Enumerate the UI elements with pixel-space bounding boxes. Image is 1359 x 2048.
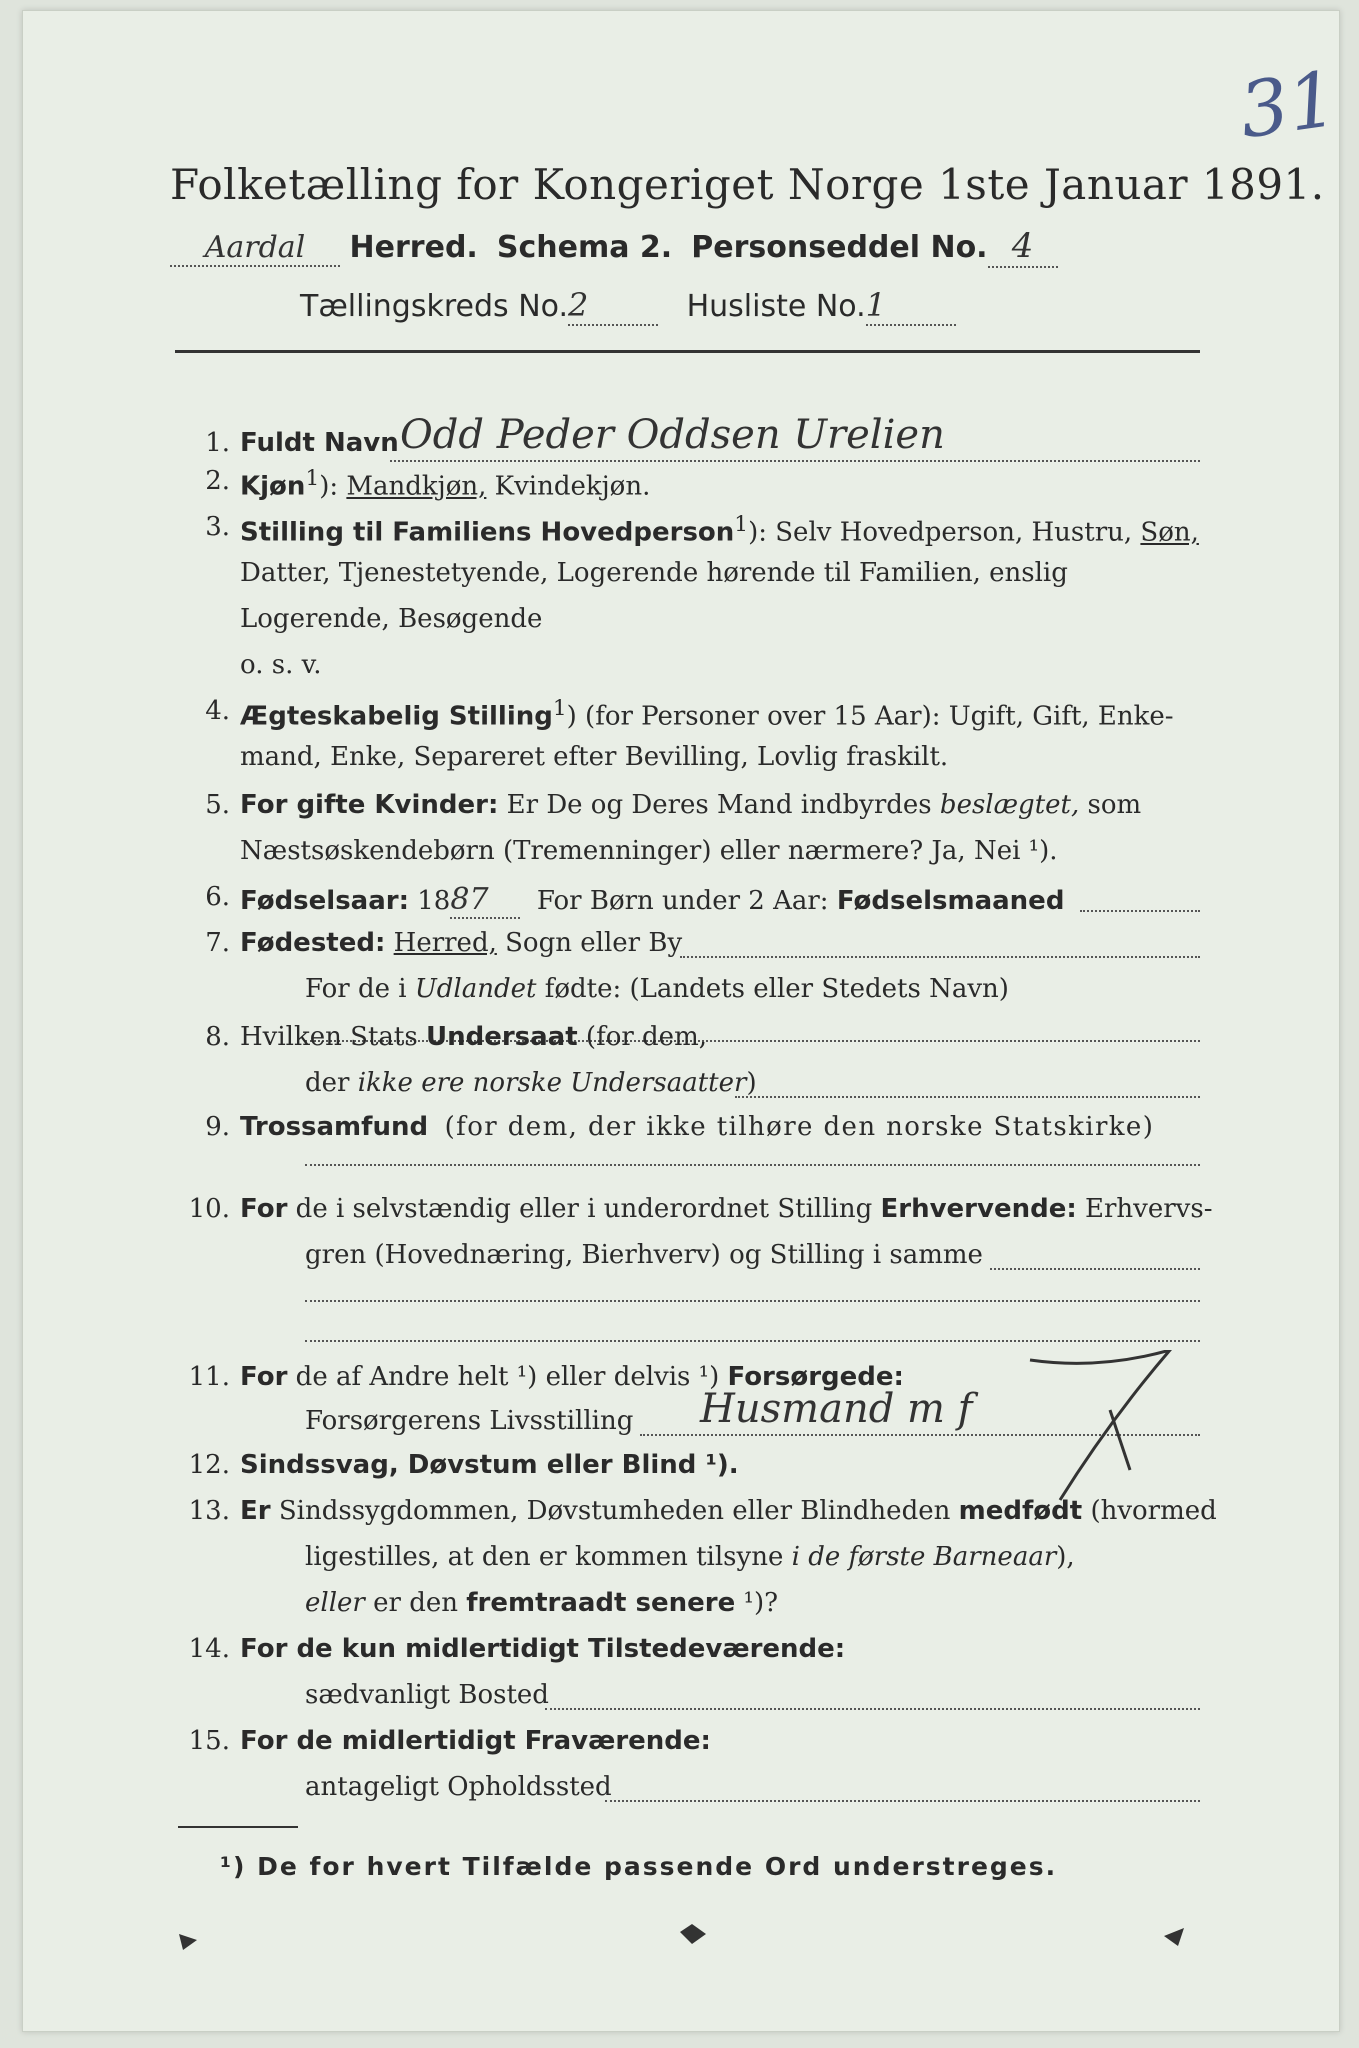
footnote-rule — [178, 1826, 298, 1828]
q1-label: Fuldt Navn — [240, 428, 399, 458]
kreds-label: Tællingskreds No. — [300, 289, 568, 324]
q10-line1-end: Erhvervs- — [1085, 1194, 1213, 1224]
q10-answer-line-1 — [305, 1300, 1200, 1302]
q9-line — [240, 1112, 1154, 1142]
q3-option-son: Søn, — [1140, 517, 1199, 548]
kreds-value: 2 — [568, 286, 658, 326]
q13-line2b: ), — [1056, 1542, 1075, 1572]
q9-rest: (for dem, der ikke tilhøre den norske Statskirke) — [444, 1112, 1155, 1142]
q1-number: 1. — [205, 428, 230, 458]
q11-line2: Forsørgerens Livsstilling — [305, 1406, 634, 1436]
q13-line3-italic: eller — [305, 1588, 365, 1618]
q15-label: For de midlertidigt Fraværende: — [240, 1726, 711, 1756]
q11-label-b: Forsørgede: — [727, 1362, 904, 1392]
q13-line3-mid: er den — [373, 1588, 458, 1618]
q9-answer-line — [305, 1164, 1200, 1166]
q7-label: Fødested: — [240, 928, 386, 958]
q2-sep: ): — [319, 471, 339, 502]
q9-number: 9. — [205, 1112, 230, 1142]
herred-value: Aardal — [170, 230, 340, 267]
q5-line1-italic: beslægtet, — [939, 790, 1080, 820]
q2-label: Kjøn — [240, 471, 306, 502]
q6-dotted-line — [1080, 910, 1200, 912]
q3-label: Stilling til Familiens Hovedperson — [240, 517, 735, 548]
q11-label-a: For — [240, 1362, 288, 1392]
q3-line3: Logerende, Besøgende — [240, 604, 543, 634]
q8-line2-italic: ikke ere norske Undersaatter — [357, 1068, 747, 1098]
registration-mark-right — [1160, 1924, 1190, 1948]
registration-mark-center — [678, 1922, 708, 1946]
q7-option-herred: Herred, — [393, 928, 497, 958]
q8-line2: der ikke ere norske Undersaatter) — [305, 1068, 757, 1098]
q5-label: For gifte Kvinder: — [240, 790, 499, 820]
q7-line1 — [240, 928, 682, 958]
q6-label: Fødselsaar: — [240, 886, 409, 916]
q1-dotted-line — [390, 460, 1200, 462]
q2-option-female: Kvindekjøn. — [494, 471, 651, 502]
q13-label-b: medfødt — [958, 1496, 1083, 1526]
schema-label: Schema 2. — [496, 230, 673, 265]
registration-mark-left — [175, 1930, 205, 1954]
q5-line1-end: som — [1087, 790, 1142, 820]
q8-line2a: der — [305, 1068, 350, 1098]
q10-label-b: Erhvervende: — [880, 1194, 1077, 1224]
q4-label: Ægteskabelig Stilling — [240, 701, 553, 732]
q15-dotted-line — [605, 1800, 1200, 1802]
q8-label-a: Hvilken Stats — [240, 1022, 418, 1052]
q13-line2-italic: i de første Barneaar — [791, 1542, 1057, 1572]
q6-rest-bold: Fødselsmaaned — [836, 886, 1065, 916]
q13-line1 — [240, 1496, 1217, 1526]
q13-line1-end: (hvormed — [1090, 1496, 1217, 1526]
q5-line1-rest: Er De og Deres Mand indbyrdes — [506, 790, 932, 820]
q10-line1 — [240, 1194, 1212, 1224]
q13-line2a: ligestilles, at den er kommen tilsyne — [305, 1542, 784, 1572]
q7-rest: Sogn eller By — [505, 928, 683, 958]
q13-number: 13. — [188, 1496, 230, 1526]
q8-number: 8. — [205, 1022, 230, 1052]
q14-dotted-line — [545, 1708, 1200, 1710]
q15-line2: antageligt Opholdssted — [305, 1772, 612, 1802]
q9-label: Trossamfund — [240, 1112, 429, 1142]
q11-handwritten-stroke — [1020, 1350, 1200, 1510]
q5-line2: Næstsøskendebørn (Tremenninger) eller nærmere? Ja, Nei ¹). — [240, 836, 1058, 866]
q2-line — [240, 466, 650, 502]
page-number-handwritten: 31 — [1234, 53, 1343, 156]
q13-line3-end: ¹)? — [743, 1588, 779, 1618]
footnote: ¹) De for hvert Tilfælde passende Ord understreges. — [220, 1852, 1058, 1881]
q10-label-a: For — [240, 1194, 288, 1224]
q12-label: Sindssvag, Døvstum eller Blind ¹). — [240, 1450, 739, 1480]
q7-dotted-line — [680, 956, 1200, 958]
q7-line2 — [305, 974, 1009, 1004]
q15-number: 15. — [188, 1726, 230, 1756]
q2-sup: 1 — [305, 466, 320, 491]
q14-line2: sædvanligt Bosted — [305, 1680, 549, 1710]
q7-line2a: For de i — [305, 974, 407, 1004]
q8-line1-rest: (for dem, — [585, 1022, 707, 1052]
q13-label-a: Er — [240, 1496, 271, 1526]
q6-year-value: 87 — [450, 882, 520, 919]
q5-line1 — [240, 790, 1141, 820]
q7-line2-italic: Udlandet — [414, 974, 537, 1004]
husliste-value: 1 — [866, 286, 956, 326]
q6-number: 6. — [205, 882, 230, 912]
form-title: Folketælling for Kongeriget Norge 1ste Januar 1891. — [170, 160, 1325, 209]
q10-line1-mid: de i selvstændig eller i underordnet Stilling — [295, 1194, 873, 1224]
q4-number: 4. — [205, 696, 230, 726]
q4-line2: mand, Enke, Separeret efter Bevilling, Lovlig fraskilt. — [240, 742, 949, 772]
q3-line4: o. s. v. — [240, 650, 322, 680]
q7-line2b: fødte: (Landets eller Stedets Navn) — [544, 974, 1009, 1004]
q10-dotted-line — [990, 1268, 1200, 1270]
q11-occupation-value: Husmand m f — [700, 1386, 973, 1432]
q8-label-b: Undersaat — [425, 1022, 578, 1052]
q2-number: 2. — [205, 466, 230, 496]
q6-rest: For Børn under 2 Aar: — [536, 886, 829, 916]
personseddel-label: Personseddel No. — [691, 230, 988, 265]
q5-number: 5. — [205, 790, 230, 820]
q13-line1-mid: Sindssygdommen, Døvstumheden eller Blindheden — [278, 1496, 951, 1526]
q6-year-prefix: 18 — [417, 886, 451, 916]
q11-number: 11. — [188, 1362, 230, 1392]
q3-line2: Datter, Tjenestetyende, Logerende hørende til Familien, enslig — [240, 558, 1068, 588]
personseddel-value: 4 — [988, 226, 1058, 268]
q13-line3-bold: fremtraadt senere — [466, 1588, 736, 1618]
q11-line1-mid: de af Andre helt ¹) eller delvis ¹) — [295, 1362, 720, 1392]
q4-line1: Ægteskabelig Stilling$^1$) (for Personer over 15 Aar): Ugift, Gift, Enke- — [240, 696, 1174, 732]
q6-line — [240, 882, 1064, 919]
kreds-line — [300, 286, 956, 326]
q12-number: 12. — [188, 1450, 230, 1480]
q14-number: 14. — [188, 1634, 230, 1664]
q10-number: 10. — [188, 1194, 230, 1224]
q3-line1: Stilling til Familiens Hovedperson$^1$): Selv Hovedperson, Hustru, Søn, — [240, 512, 1199, 548]
header-divider — [175, 350, 1200, 353]
q3-number: 3. — [205, 512, 230, 542]
q8-line1 — [240, 1022, 707, 1052]
q10-line2: gren (Hovednæring, Bierhverv) og Stilling i samme — [305, 1240, 983, 1270]
husliste-label: Husliste No. — [686, 289, 866, 324]
q14-label: For de kun midlertidigt Tilstedeværende: — [240, 1634, 846, 1664]
q13-line2 — [305, 1542, 1075, 1572]
herred-label: Herred. — [349, 230, 478, 265]
q7-number: 7. — [205, 928, 230, 958]
q10-answer-line-2 — [305, 1340, 1200, 1342]
q1-name-value: Odd Peder Oddsen Urelien — [400, 412, 945, 458]
q2-option-male: Mandkjøn, — [346, 471, 487, 502]
q3-line1-rest: ): Selv Hovedperson, Hustru, — [748, 517, 1133, 548]
q8-dotted-line — [735, 1096, 1200, 1098]
herred-line — [170, 226, 1058, 268]
q13-line3 — [305, 1588, 778, 1618]
q4-line1-rest: ) (for Personer over 15 Aar): Ugift, Gift, Enke- — [566, 701, 1174, 732]
